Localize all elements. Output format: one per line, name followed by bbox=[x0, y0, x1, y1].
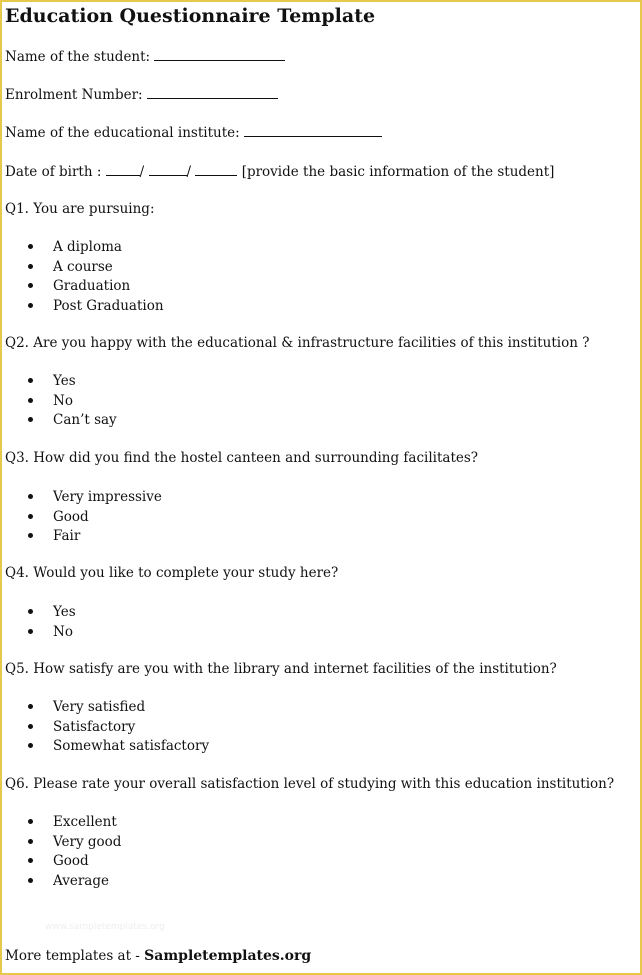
question-5: Q5. How satisfy are you with the library and internet facilities of the institution? bbox=[5, 661, 557, 677]
enrolment-number-blank[interactable] bbox=[147, 86, 278, 99]
list-item[interactable]: Post Graduation bbox=[5, 298, 164, 318]
list-item[interactable]: Excellent bbox=[5, 814, 121, 834]
bullet-icon bbox=[28, 743, 33, 748]
question-6-options bbox=[5, 814, 121, 892]
bullet-icon bbox=[28, 533, 33, 538]
list-item[interactable]: A course bbox=[5, 259, 164, 279]
list-item[interactable]: Very good bbox=[5, 834, 121, 854]
bullet-icon bbox=[28, 417, 33, 422]
bullet-icon bbox=[28, 858, 33, 863]
bullet-icon bbox=[28, 244, 33, 249]
bullet-icon bbox=[28, 629, 33, 634]
enrolment-number-field bbox=[5, 86, 278, 103]
question-4-options bbox=[5, 604, 76, 643]
institute-name-blank[interactable] bbox=[244, 124, 382, 137]
list-item[interactable]: Good bbox=[5, 853, 121, 873]
list-item[interactable]: No bbox=[5, 393, 117, 413]
institute-name-field bbox=[5, 124, 382, 141]
student-name-blank[interactable] bbox=[154, 48, 285, 61]
list-item[interactable]: Average bbox=[5, 873, 121, 893]
list-item[interactable]: Yes bbox=[5, 604, 76, 624]
student-name-label: Name of the student: bbox=[5, 49, 151, 65]
bullet-icon bbox=[28, 704, 33, 709]
dob-note: [provide the basic information of the student] bbox=[241, 164, 555, 180]
footer-prefix: More templates at - bbox=[5, 948, 140, 964]
question-5-options bbox=[5, 699, 209, 758]
dob-label: Date of birth : bbox=[5, 164, 102, 180]
dob-separator-2: / bbox=[186, 164, 192, 180]
bullet-icon bbox=[28, 609, 33, 614]
dob-year-blank[interactable] bbox=[195, 163, 237, 176]
watermark: www.sampletemplates.org bbox=[45, 922, 165, 932]
bullet-icon bbox=[28, 378, 33, 383]
dob-separator-1: / bbox=[139, 164, 145, 180]
enrolment-number-label: Enrolment Number: bbox=[5, 87, 143, 103]
bullet-icon bbox=[28, 283, 33, 288]
institute-name-label: Name of the educational institute: bbox=[5, 125, 240, 141]
bullet-icon bbox=[28, 398, 33, 403]
question-3: Q3. How did you find the hostel canteen and surrounding facilitates? bbox=[5, 450, 479, 466]
dob-month-blank[interactable] bbox=[149, 163, 187, 176]
dob-field bbox=[5, 163, 554, 180]
question-1: Q1. You are pursuing: bbox=[5, 201, 155, 217]
question-1-options bbox=[5, 239, 164, 317]
bullet-icon bbox=[28, 514, 33, 519]
question-6: Q6. Please rate your overall satisfaction level of studying with this education institution? bbox=[5, 776, 615, 792]
list-item[interactable]: Can’t say bbox=[5, 412, 117, 432]
list-item[interactable]: Very satisfied bbox=[5, 699, 209, 719]
list-item[interactable]: Yes bbox=[5, 373, 117, 393]
list-item[interactable]: Very impressive bbox=[5, 489, 162, 509]
list-item[interactable]: Good bbox=[5, 509, 162, 529]
list-item[interactable]: Fair bbox=[5, 528, 162, 548]
bullet-icon bbox=[28, 724, 33, 729]
list-item[interactable]: A diploma bbox=[5, 239, 164, 259]
question-4: Q4. Would you like to complete your study here? bbox=[5, 565, 339, 581]
list-item[interactable]: Somewhat satisfactory bbox=[5, 738, 209, 758]
question-2: Q2. Are you happy with the educational & infrastructure facilities of this institution ? bbox=[5, 335, 590, 351]
list-item[interactable]: No bbox=[5, 624, 76, 644]
question-2-options bbox=[5, 373, 117, 432]
bullet-icon bbox=[28, 494, 33, 499]
page-title: Education Questionnaire Template bbox=[5, 5, 376, 27]
question-3-options bbox=[5, 489, 162, 548]
bullet-icon bbox=[28, 264, 33, 269]
student-name-field bbox=[5, 48, 285, 65]
bullet-icon bbox=[28, 878, 33, 883]
footer bbox=[5, 948, 311, 964]
dob-day-blank[interactable] bbox=[106, 163, 140, 176]
bullet-icon bbox=[28, 839, 33, 844]
list-item[interactable]: Satisfactory bbox=[5, 719, 209, 739]
footer-brand-link[interactable]: Sampletemplates.org bbox=[144, 948, 312, 964]
list-item[interactable]: Graduation bbox=[5, 278, 164, 298]
bullet-icon bbox=[28, 303, 33, 308]
bullet-icon bbox=[28, 819, 33, 824]
